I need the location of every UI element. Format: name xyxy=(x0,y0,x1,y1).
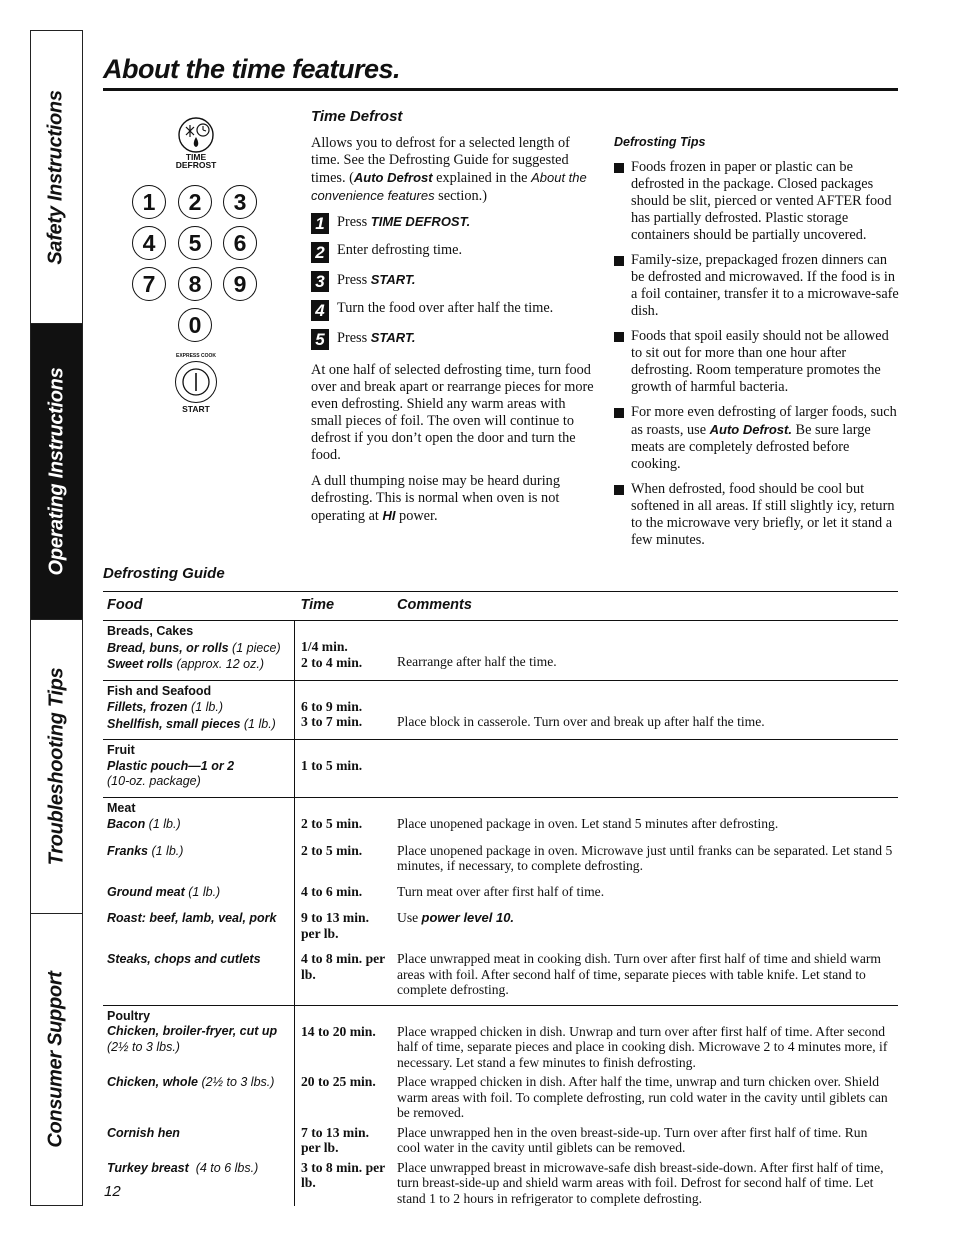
step-number: 4 xyxy=(311,300,329,321)
table-row xyxy=(103,1156,898,1207)
column-header-food: Food xyxy=(103,592,295,621)
food-qty: (1 lb.) xyxy=(148,843,184,858)
food-item: Shellfish, small pieces xyxy=(107,716,241,731)
keypad-button-2[interactable]: 2 xyxy=(178,185,212,219)
food-item: Bread, buns, or rolls xyxy=(107,640,229,655)
table-header-row xyxy=(103,592,898,621)
step-number: 5 xyxy=(311,329,329,350)
step-text: Enter defrosting time. xyxy=(337,242,463,258)
keypad-illustration xyxy=(125,115,265,420)
time-value: 1 to 5 min. xyxy=(301,758,363,773)
step-4 xyxy=(311,300,598,329)
tab-troubleshooting-tips[interactable] xyxy=(31,620,82,914)
food-item: Bacon xyxy=(107,817,146,831)
keypad-button-6[interactable]: 6 xyxy=(223,226,257,260)
tab-label: Troubleshooting Tips xyxy=(45,667,68,866)
column-header-comments: Comments xyxy=(393,592,898,621)
bullet-square-icon xyxy=(614,256,624,266)
tip-text: Foods frozen in paper or plastic can be defrosted in the package. Closed packages should be slit, pierced or vented AFTER food has partially defrosted. Plastic storage containers should be partially uncovered. xyxy=(631,159,892,243)
food-item: Franks xyxy=(107,843,148,858)
time-cell xyxy=(295,621,394,681)
time-defrost-intro xyxy=(311,135,598,205)
time-defrost-heading: Time Defrost xyxy=(311,108,403,125)
defrosting-tips-section xyxy=(614,134,900,557)
time-value: 4 to 6 min. xyxy=(301,883,363,899)
tip-text: Family-size, prepackaged frozen dinners can be defrosted and microwaved. If the food is in a foil container, transfer it to a microwave-safe dish. xyxy=(631,252,899,319)
intro-text-3: section.) xyxy=(434,188,487,204)
food-item: Chicken, whole xyxy=(107,1075,198,1089)
time-value: 2 to 5 min. xyxy=(301,815,363,831)
food-item: Plastic pouch—1 or 2 xyxy=(107,758,235,773)
tab-label: Safety Instructions xyxy=(45,89,67,265)
defrost-label-line: DEFROST xyxy=(175,160,217,170)
time-value: 2 to 5 min. xyxy=(301,842,363,858)
step-text: Press xyxy=(337,214,371,230)
food-cell xyxy=(103,900,295,941)
food-cell xyxy=(103,740,295,798)
time-defrost-section xyxy=(311,108,598,525)
tab-consumer-support[interactable] xyxy=(31,914,82,1205)
time-cell xyxy=(295,874,394,901)
comment-cell xyxy=(393,900,898,941)
time-label-line: TIME xyxy=(185,152,207,162)
food-qty: (2½ to 3 lbs.) xyxy=(107,1039,180,1054)
table-row xyxy=(103,874,898,901)
step-5 xyxy=(311,329,598,358)
start-ring-icon xyxy=(181,367,211,397)
comment-cell: Place unopened package in oven. Let stand 5 minutes after defrosting. xyxy=(393,797,898,833)
tab-label: Operating Instructions xyxy=(45,367,67,576)
express-cook-label: EXPRESS COOK xyxy=(175,353,216,359)
step-number: 3 xyxy=(311,271,329,292)
food-qty: (1 piece) xyxy=(228,640,281,655)
table-row xyxy=(103,1005,898,1070)
bullet-square-icon xyxy=(614,163,624,173)
comment-cell: Place wrapped chicken in dish. Unwrap and turn over after first half of time. After second half of time, separate pieces and place in cooking dish. Microwave 2 to 4 minutes more, if necessary. Let stand a few minutes to finish defrosting. xyxy=(393,1005,898,1070)
keypad-button-4[interactable]: 4 xyxy=(132,226,166,260)
food-cell xyxy=(103,941,295,1005)
step-text: Press xyxy=(337,272,371,288)
comment-cell: Rearrange after half the time. xyxy=(397,654,557,669)
defrost-paragraph-1: At one half of selected defrosting time, turn food over and break apart or rearrange pieces for more even defrosting. Shield any warm areas with small pieces of foil. The oven will continue to defrost if you don’t open the door and turn the food. xyxy=(311,362,594,463)
comment-cell: Place block in casserole. Turn over and break up after half the time. xyxy=(393,680,898,740)
table-row xyxy=(103,680,898,740)
keypad-button-7[interactable]: 7 xyxy=(132,267,166,301)
food-qty: (approx. 12 oz.) xyxy=(173,657,265,671)
keypad-button-0[interactable]: 0 xyxy=(178,308,212,342)
comment-cell: Place unwrapped hen in the oven breast-side-up. Turn over after first half of time. Run cool water in the cavity until giblets can be removed. xyxy=(397,1124,868,1155)
tip-item xyxy=(614,404,900,473)
tip-item xyxy=(614,159,900,244)
bullet-square-icon xyxy=(614,332,624,342)
time-defrost-label xyxy=(171,153,221,169)
food-cell xyxy=(103,797,295,833)
food-item: Roast: beef, lamb, veal, pork xyxy=(107,911,277,925)
title-rule xyxy=(103,88,898,91)
food-qty: (1 lb.) xyxy=(184,884,221,899)
keypad-button-5[interactable]: 5 xyxy=(178,226,212,260)
page-number: 12 xyxy=(104,1183,121,1200)
food-qty: (1 lb.) xyxy=(240,716,276,731)
comment-cell: Place unwrapped breast in microwave-safe dish breast-side-down. After first half of time, turn breast-side-up and shield warm areas with foil. Defrost for second half of time. Let stand 1 to 2 hours in refrigerator to complete defrosting. xyxy=(397,1159,884,1206)
table-row xyxy=(103,833,898,874)
food-item: Chicken, broiler-fryer, cut up xyxy=(107,1024,278,1038)
time-cell: 3 to 8 min. per lb. xyxy=(301,1159,385,1190)
comment-cell: Place wrapped chicken in dish. After half the time, unwrap and turn chicken over. Shield warm areas with foil. To complete defrosting, run cold water in the cavity until giblets can be removed. xyxy=(397,1074,888,1120)
food-cell xyxy=(103,1156,295,1207)
start-button[interactable] xyxy=(175,361,217,403)
food-qty: (1 lb.) xyxy=(187,700,224,714)
defrosting-tips-heading: Defrosting Tips xyxy=(614,135,706,149)
food-cell xyxy=(103,1121,295,1156)
food-item: Ground meat xyxy=(107,884,185,899)
table-row xyxy=(103,797,898,833)
tip-item xyxy=(614,481,900,549)
table-row xyxy=(103,740,898,798)
time-value: 6 to 9 min. xyxy=(301,698,363,714)
food-cell xyxy=(103,680,295,740)
food-item: Cornish hen xyxy=(107,1125,180,1140)
intro-auto-defrost: Auto Defrost xyxy=(353,170,433,185)
time-cell: 4 to 8 min. per lb. xyxy=(301,951,385,982)
food-item: Steaks, chops and cutlets xyxy=(107,952,261,966)
food-cell xyxy=(103,1070,295,1121)
step-key: START. xyxy=(370,330,416,345)
comment-cell xyxy=(393,740,898,798)
food-item: Sweet rolls xyxy=(107,657,173,671)
intro-section-ref: About the convenience features xyxy=(311,170,587,203)
table-row xyxy=(103,900,898,941)
time-cell xyxy=(295,740,394,798)
defrosting-guide-table xyxy=(103,591,898,1206)
bullet-square-icon xyxy=(614,408,624,418)
tip-item xyxy=(614,328,900,396)
section-tabs xyxy=(30,30,83,1206)
para2-text-c: power. xyxy=(395,508,438,524)
intro-text-2: explained in the xyxy=(432,170,532,186)
bullet-square-icon xyxy=(614,485,624,495)
food-cell xyxy=(103,833,295,874)
step-key: START. xyxy=(370,272,416,287)
food-cell xyxy=(103,621,295,681)
food-qty: (1 lb.) xyxy=(145,817,181,831)
comment-cell: Place unwrapped meat in cooking dish. Turn over after first half of time and shield warm areas with foil. After second half of time, separate pieces with table knife. Let stand to complete defrosting. xyxy=(397,951,881,997)
step-number: 2 xyxy=(311,242,329,263)
tip-auto-defrost: Auto Defrost. xyxy=(709,422,792,437)
category-label: Fish and Seafood xyxy=(107,683,212,698)
comment-cell: Turn meat over after first half of time. xyxy=(397,883,605,899)
table-row xyxy=(103,1121,898,1156)
page-title: About the time features. xyxy=(103,54,401,84)
time-cell: 20 to 25 min. xyxy=(301,1074,376,1089)
table-row xyxy=(103,1070,898,1121)
food-qty: (10-oz. package) xyxy=(107,774,201,788)
step-1 xyxy=(311,213,598,242)
para2-text-a: A dull thumping noise may be heard during defrosting. This is normal when oven is not operating at xyxy=(311,473,560,524)
intro-text-1: Allows you to defrost for a selected length of time. See the Defrosting Guide for suggested times. ( xyxy=(311,135,570,186)
tip-text: Foods that spoil easily should not be allowed to sit out for more than one hour after defrosting. Room temperature promotes the growth of harmful bacteria. xyxy=(631,328,889,395)
time-defrost-icon xyxy=(176,117,216,153)
step-key: TIME DEFROST. xyxy=(370,214,471,229)
keypad-button-8[interactable]: 8 xyxy=(178,267,212,301)
time-cell: 9 to 13 min. per lb. xyxy=(301,910,369,941)
category-label: Breads, Cakes xyxy=(107,624,194,638)
tab-label: Consumer Support xyxy=(45,971,68,1148)
column-header-time: Time xyxy=(295,592,394,621)
food-cell xyxy=(103,1005,295,1070)
start-label: START xyxy=(182,404,210,414)
food-cell xyxy=(103,874,295,901)
time-cell: 14 to 20 min. xyxy=(295,1005,394,1070)
keypad-button-3[interactable]: 3 xyxy=(223,185,257,219)
comment-text: Use xyxy=(397,910,422,925)
tip-text: When defrosted, food should be cool but softened in all areas. If still slightly icy, return to the microwave very briefly, or let it stand a few minutes. xyxy=(631,481,895,548)
table-row xyxy=(103,621,898,681)
category-label: Fruit xyxy=(107,743,135,757)
step-number: 1 xyxy=(311,213,329,234)
time-cell xyxy=(295,797,394,833)
step-text: Press xyxy=(337,330,371,346)
keypad-button-9[interactable]: 9 xyxy=(223,267,257,301)
comment-cell: Place unopened package in oven. Microwave just until franks can be separated. Let stand 5 minutes, if necessary, to complete defrosting. xyxy=(397,842,893,873)
keypad-button-1[interactable]: 1 xyxy=(132,185,166,219)
time-cell xyxy=(295,833,394,874)
step-text: Turn the food over after half the time. xyxy=(337,300,554,316)
step-3 xyxy=(311,271,598,300)
defrosting-guide-title: Defrosting Guide xyxy=(103,565,225,582)
food-item: Fillets, frozen xyxy=(107,700,188,714)
time-cell xyxy=(295,680,394,740)
tab-operating-instructions[interactable] xyxy=(31,324,82,620)
para2-hi: HI xyxy=(382,508,396,523)
tab-safety-instructions[interactable] xyxy=(31,31,82,324)
food-qty: (2½ to 3 lbs.) xyxy=(198,1075,275,1089)
tip-text: For more even defrosting of larger foods, such as roasts, use xyxy=(631,404,897,438)
step-2 xyxy=(311,242,598,271)
time-value: 1/4 min. xyxy=(301,639,348,654)
time-value: 2 to 4 min. xyxy=(301,654,363,670)
tip-text: Be sure large meats are completely defrosted before cooking. xyxy=(631,422,871,472)
time-value: 3 to 7 min. xyxy=(301,714,363,729)
category-label: Poultry xyxy=(107,1008,151,1023)
power-level: power level 10. xyxy=(421,910,515,925)
steps-list xyxy=(311,213,598,358)
food-item: Turkey breast xyxy=(107,1160,189,1175)
time-cell: 7 to 13 min. per lb. xyxy=(301,1124,369,1155)
tip-item xyxy=(614,252,900,320)
food-qty: (4 to 6 lbs.) xyxy=(188,1160,259,1175)
category-label: Meat xyxy=(107,800,136,815)
table-row xyxy=(103,941,898,1005)
defrost-paragraph-2 xyxy=(311,473,598,525)
